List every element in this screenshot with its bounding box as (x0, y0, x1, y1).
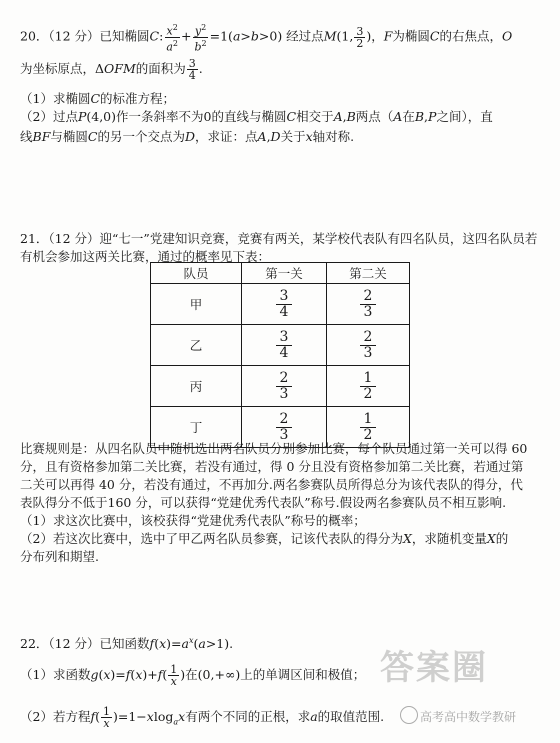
q20-part2-cont: 线BF与椭圆C的另一个交点为D，求证：点A,D关于x轴对称. (20, 129, 355, 144)
player-name: 乙 (151, 325, 242, 366)
q21-rule4: 表队得分不低于160 分，可以获得“党建优秀代表队”称号.假设两名参赛队员不相互影响. (20, 495, 507, 510)
probability-table (150, 262, 410, 448)
table-row: 丁 $\frac{2}{3}$ $\frac{1}{2}$ (151, 407, 410, 448)
q21-part1: （1）求这次比赛中，该校获得“党建优秀代表队”称号的概率； (20, 513, 366, 528)
q21-part2-cont: 分布列和期望. (20, 549, 99, 564)
player-name: 丙 (151, 366, 242, 407)
q21-part2: （2）若这次比赛中，选中了甲乙两名队员参赛，记该代表队的得分为X，求随机变量X的 (20, 531, 509, 546)
watermark-caption: 高考高中数学教研 (420, 710, 517, 724)
q22-part2: （2）若方程f( $\frac{1}{x}$ )=1−xlog$_a$x有两个不同的正根，求a的取值范围. (20, 705, 385, 730)
q21-line2: 有机会参加这两关比赛，通过的概率见下表： (20, 249, 271, 264)
q22-line1: 22．（12 分）已知函数$f(x)=a^x(a>1)$. (20, 636, 234, 652)
player-name: 丁 (151, 407, 242, 448)
q22-part1: （1）求函数g(x)=f(x)+f( $\frac{1}{x}$ )在(0,+∞)上的单调区间和极值； (20, 663, 366, 688)
table-header: 第二关 (327, 263, 410, 284)
q21-rule1: 比赛规则是：从四名队员中随机选出两名队员分别参加比赛，每个队员通过第一关可以得 60 (20, 441, 528, 456)
player-name: 甲 (151, 284, 242, 325)
table-row: 丙 $\frac{2}{3}$ $\frac{1}{2}$ (151, 366, 410, 407)
wechat-icon (400, 706, 418, 724)
q21-line1: 21．（12 分）迎“七一”党建知识竞赛，竞赛有两关，某学校代表队有四名队员，这四名队员若 (20, 231, 538, 246)
q20-line1: 20．（12 分）已知椭圆C: $\frac{x^2}{a^2}$ + $\frac{y^2}{b^2}$ =1(a>b>0) 经过点M(1, $\frac{3}{2}$ )，F为椭圆C的右焦点，O (20, 23, 513, 54)
watermark-logo: 答案圈 (380, 648, 488, 688)
q20-part1: （1）求椭圆C的标准方程； (20, 91, 176, 106)
table-row: 乙 $\frac{3}{4}$ $\frac{2}{3}$ (151, 325, 410, 366)
table-header-row (151, 263, 410, 284)
table-header: 队员 (151, 263, 242, 284)
q20-line2: 为坐标原点，ΔOFM的面积为 $\frac{3}{4}$ . (20, 57, 203, 82)
q21-rule2: 分，且有资格参加第二关比赛，若没有通过，得 0 分且没有资格参加第二关比赛，若通过第 (20, 459, 524, 474)
table-header: 第一关 (242, 263, 327, 284)
table-row: 甲 $\frac{3}{4}$ $\frac{2}{3}$ (151, 284, 410, 325)
q20-part2: （2）过点P(4,0)作一条斜率不为0的直线与椭圆C相交于A,B两点（A在B,P之间），直 (20, 109, 493, 124)
q21-rule3: 二关可以再得 40 分，若没有通过，不再加分.两名参赛队员所得总分为该代表队的得分，代 (20, 477, 523, 492)
